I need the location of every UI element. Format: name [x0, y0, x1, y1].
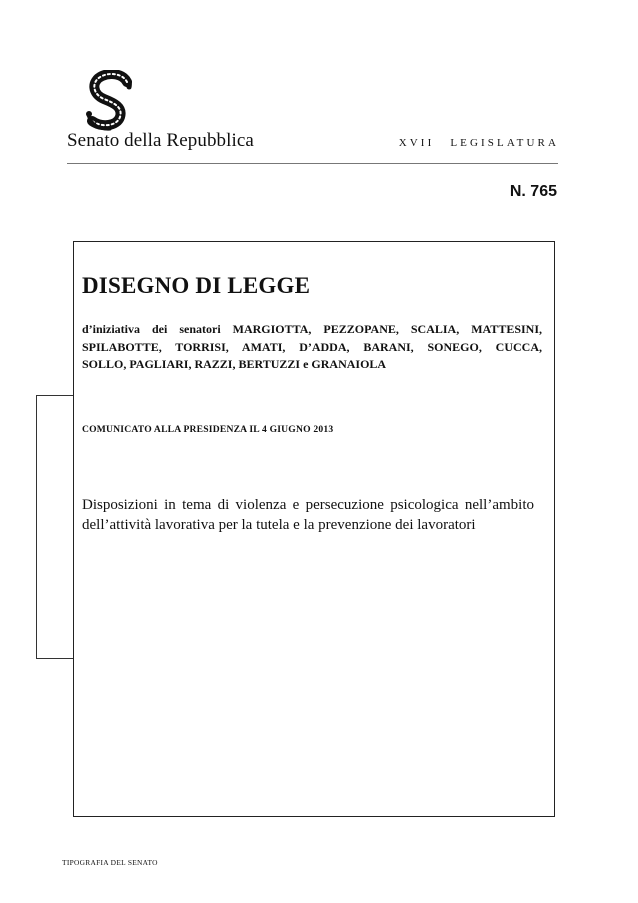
- sponsors-block: [82, 321, 542, 374]
- printer-credit: TIPOGRAFIA DEL SENATO: [62, 858, 158, 867]
- side-tab-frame: [36, 395, 74, 659]
- header-divider: [67, 163, 558, 164]
- sponsors-line-3: SOLLO, PAGLIARI, RAZZI, BERTUZZI e GRANAIOLA: [82, 357, 387, 371]
- legislature-label: LEGISLATURA: [450, 137, 559, 149]
- communication-date: COMUNICATO ALLA PRESIDENZA IL 4 GIUGNO 2013: [82, 424, 334, 435]
- sponsors-line-2: SPILABOTTE, TORRISI, AMATI, D’ADDA, BARANI, SONEGO, CUCCA,: [82, 339, 542, 354]
- bill-title: DISEGNO DI LEGGE: [82, 273, 311, 298]
- institution-name: Senato della Repubblica: [67, 130, 254, 151]
- subject-line-2: dell’attività lavorativa per la tutela e la prevenzione dei lavoratori: [82, 517, 476, 533]
- sponsors-line-1: d’iniziativa dei senatori MARGIOTTA, PEZZOPANE, SCALIA, MATTESINI,: [82, 322, 542, 336]
- senate-logo-icon: [78, 70, 140, 132]
- document-number: N. 765: [509, 183, 557, 200]
- bill-subject: [82, 495, 534, 535]
- legislature-heading: [399, 137, 559, 149]
- subject-line-1: Disposizioni in tema di violenza e persecuzione psicologica nell’ambito: [82, 497, 534, 513]
- legislature-number: XVII: [398, 137, 435, 149]
